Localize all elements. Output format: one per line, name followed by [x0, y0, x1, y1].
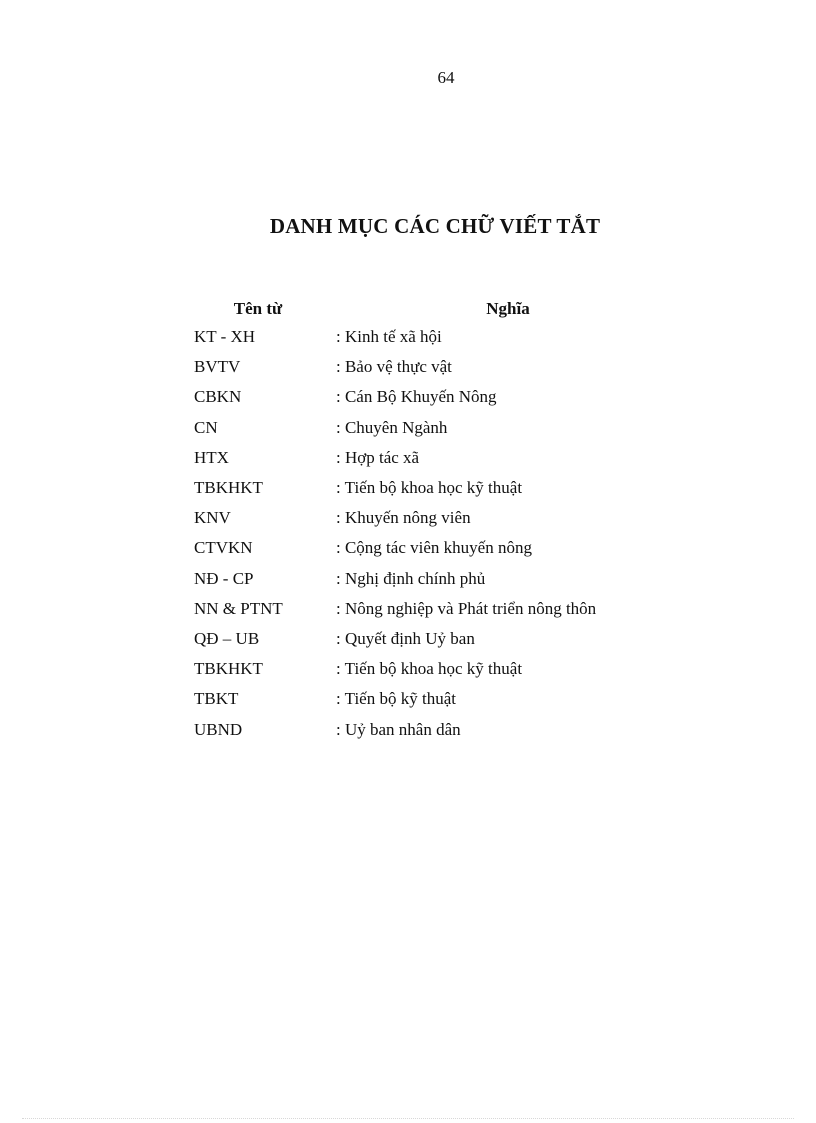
header-meaning: Nghĩa	[486, 299, 530, 318]
table-row	[194, 322, 654, 352]
table-row	[194, 503, 654, 533]
table-row	[194, 533, 654, 563]
abbreviation-meaning: : Tiến bộ khoa học kỹ thuật	[336, 659, 523, 679]
table-body	[194, 322, 654, 745]
abbreviation-table	[194, 296, 654, 745]
abbreviation-term: CTVKN	[194, 538, 253, 558]
page-title: DANH MỤC CÁC CHỮ VIẾT TẮT	[269, 214, 601, 238]
abbreviation-meaning: : Tiến bộ kỹ thuật	[336, 689, 456, 709]
abbreviation-meaning: : Tiến bộ khoa học kỹ thuật	[336, 478, 523, 498]
abbreviation-meaning: : Kinh tế xã hội	[336, 327, 442, 347]
table-row	[194, 654, 654, 684]
table-header	[194, 296, 654, 322]
table-row	[194, 684, 654, 714]
abbreviation-meaning: : Nông nghiệp và Phát triển nông thôn	[336, 598, 597, 618]
abbreviation-term: CN	[194, 417, 218, 437]
abbreviation-meaning: : Hợp tác xã	[336, 447, 420, 467]
header-term: Tên từ	[233, 299, 283, 318]
abbreviation-term: QĐ – UB	[194, 628, 260, 648]
abbreviation-meaning: : Cộng tác viên khuyến nông	[336, 538, 532, 558]
table-row	[194, 594, 654, 624]
table-row	[194, 714, 654, 744]
abbreviation-meaning: : Uỷ ban nhân dân	[336, 719, 461, 739]
abbreviation-meaning: : Cán Bộ Khuyến Nông	[336, 387, 497, 407]
table-row	[194, 473, 654, 503]
table-row	[194, 413, 654, 443]
abbreviation-meaning: : Chuyên Ngành	[336, 417, 448, 437]
abbreviation-meaning: : Khuyến nông viên	[336, 508, 471, 528]
table-row	[194, 443, 654, 473]
abbreviation-term: NĐ - CP	[194, 568, 254, 588]
abbreviation-term: NN & PTNT	[194, 598, 283, 618]
table-row	[194, 382, 654, 412]
abbreviation-term: CBKN	[194, 387, 242, 407]
table-row	[194, 564, 654, 594]
abbreviation-term: TBKHKT	[194, 659, 263, 679]
abbreviation-term: BVTV	[194, 357, 241, 377]
abbreviation-meaning: : Bảo vệ thực vật	[336, 357, 452, 377]
abbreviation-term: HTX	[194, 447, 229, 467]
abbreviation-term: UBND	[194, 719, 243, 739]
abbreviation-term: KT - XH	[194, 327, 256, 347]
table-row	[194, 624, 654, 654]
abbreviation-term: TBKT	[194, 689, 239, 709]
abbreviation-term: KNV	[194, 508, 231, 528]
abbreviation-term: TBKHKT	[194, 478, 263, 498]
abbreviation-meaning: : Nghị định chính phủ	[336, 568, 486, 588]
table-row	[194, 352, 654, 382]
footer-divider	[22, 1118, 794, 1119]
page-number: 64	[437, 68, 455, 87]
abbreviation-meaning: : Quyết định Uỷ ban	[336, 628, 475, 648]
